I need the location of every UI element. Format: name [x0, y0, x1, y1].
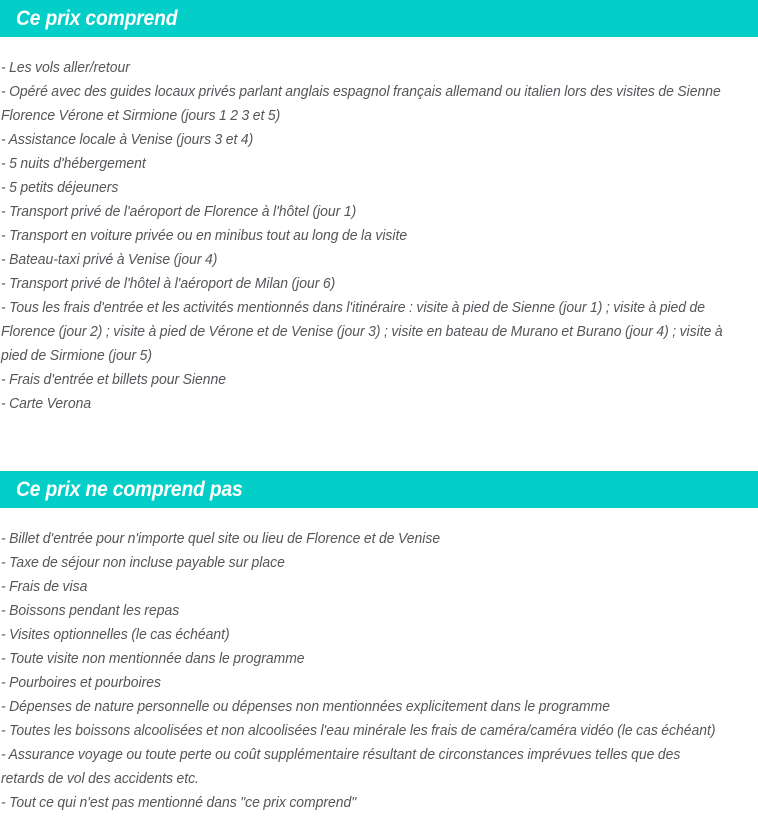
list-item: - Assurance voyage ou toute perte ou coût supplémentaire résultant de circonstances imprévues telles que des retards de vol des accidents etc. — [0, 747, 681, 787]
list-item: - Tout ce qui n'est pas mentionné dans "ce prix comprend" — [0, 795, 357, 811]
list-item: - Bateau-taxi privé à Venise (jour 4) — [0, 252, 218, 268]
spacer-not-included-top — [0, 508, 758, 527]
list-item: - Dépenses de nature personnelle ou dépenses non mentionnées explicitement dans le programme — [0, 699, 610, 715]
included-list — [0, 56, 758, 416]
list-item: - Tous les frais d'entrée et les activités mentionnés dans l'itinéraire : visite à pied de Sienne (jour 1) ; visite à pied de Florence (jour 2) ; visite à pied de Vérone et de Venise (jour 3) ; visite en bateau de Murano et Burano (jour 4) ; visite à pied de Sirmione (jour 5) — [0, 300, 723, 364]
list-item: - Transport en voiture privée ou en minibus tout au long de la visite — [0, 228, 408, 244]
list-item: - Pourboires et pourboires — [0, 675, 161, 691]
list-item: - Les vols aller/retour — [0, 60, 130, 76]
list-item: - Toute visite non mentionnée dans le programme — [0, 651, 305, 667]
section-header-included — [0, 0, 758, 37]
section-title-not-included: Ce prix ne comprend pas — [16, 478, 243, 501]
spacer-between-sections — [0, 416, 758, 471]
list-item: - Frais de visa — [0, 579, 88, 595]
section-title-included: Ce prix comprend — [16, 7, 178, 30]
list-item: - Visites optionnelles (le cas échéant) — [0, 627, 230, 643]
list-item: - Taxe de séjour non incluse payable sur place — [0, 555, 285, 571]
list-item: - Boissons pendant les repas — [0, 603, 180, 619]
section-header-not-included — [0, 471, 758, 508]
list-item: - Assistance locale à Venise (jours 3 et 4) — [0, 132, 254, 148]
section-not-included — [0, 471, 758, 815]
list-item: - Transport privé de l'aéroport de Florence à l'hôtel (jour 1) — [0, 204, 357, 220]
list-item: - 5 nuits d'hébergement — [0, 156, 146, 172]
list-item: - 5 petits déjeuners — [0, 180, 119, 196]
list-item: - Frais d'entrée et billets pour Sienne — [0, 372, 226, 388]
spacer-included-top — [0, 37, 758, 56]
list-item: - Toutes les boissons alcoolisées et non alcoolisées l'eau minérale les frais de caméra/caméra vidéo (le cas échéant) — [0, 723, 716, 739]
list-item: - Opéré avec des guides locaux privés parlant anglais espagnol français allemand ou italien lors des visites de Sienne Florence Vérone et Sirmione (jours 1 2 3 et 5) — [0, 84, 721, 124]
list-item: - Transport privé de l'hôtel à l'aéroport de Milan (jour 6) — [0, 276, 336, 292]
list-item: - Carte Verona — [0, 396, 92, 412]
not-included-list — [0, 527, 758, 815]
list-item: - Billet d'entrée pour n'importe quel site ou lieu de Florence et de Venise — [0, 531, 441, 547]
